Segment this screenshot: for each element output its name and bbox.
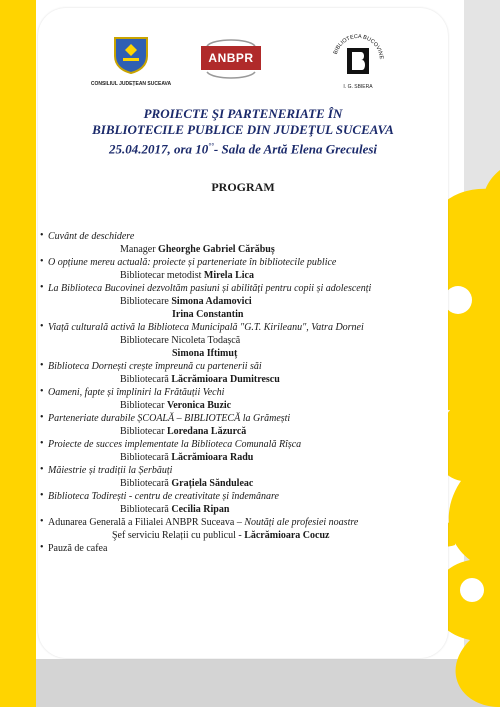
program-item-speaker: Bibliotecar Loredana Lăzurcă	[120, 426, 247, 437]
bullet-icon: •	[40, 464, 44, 475]
anbpr-logo-text: ANBPR	[201, 46, 261, 70]
bullet-icon: •	[40, 516, 44, 527]
library-logo-caption: I. G. SBIERA	[343, 84, 373, 90]
program-item-speaker-extra: Irina Constantin	[172, 309, 244, 320]
program-item	[40, 360, 280, 386]
program-item-topic: Adunarea Generală a Filialei ANBPR Suceava – Noutăți ale profesiei noastre	[48, 517, 359, 528]
library-logo	[328, 32, 388, 92]
program-heading: PROGRAM	[211, 180, 275, 194]
logo-row	[38, 32, 448, 92]
program-item-speaker: Şef serviciu Relații cu publicul - Lăcrămioara Cocuz	[112, 530, 330, 541]
program-item-speaker: Bibliotecare Simona Adamovici	[120, 296, 252, 307]
program-item-topic: Cuvânt de deschidere	[48, 231, 135, 242]
bullet-icon: •	[40, 438, 44, 449]
anbpr-logo	[201, 34, 261, 84]
program-item-speaker: Bibliotecară Lăcrămioara Dumitrescu	[120, 374, 280, 385]
program-item-topic: O opțiune mereu actuală: proiecte și parteneriate în bibliotecile publice	[48, 257, 337, 268]
title-line-2: BIBLIOTECILE PUBLICE DIN JUDEŢUL SUCEAVA	[92, 122, 394, 137]
program-item	[40, 412, 290, 438]
program-item	[40, 256, 336, 282]
program-item	[40, 386, 231, 412]
program-item	[40, 464, 253, 490]
program-item	[40, 438, 301, 464]
program-item-topic: Pauză de cafea	[48, 543, 108, 554]
program-item	[40, 282, 371, 321]
program-item-speaker-extra: Simona Iftimuț	[172, 348, 238, 359]
bullet-icon: •	[40, 321, 44, 332]
bullet-icon: •	[40, 256, 44, 267]
program-item	[40, 542, 107, 555]
program-item	[40, 490, 279, 516]
bullet-icon: •	[40, 386, 44, 397]
program-item-topic: La Biblioteca Bucovinei dezvoltăm pasiuni și abilități pentru copii și adolescenți	[48, 283, 372, 294]
program-item-speaker: Bibliotecară Cecilia Ripan	[120, 504, 230, 515]
program-card	[38, 8, 448, 658]
program-item	[40, 230, 275, 256]
bullet-icon: •	[40, 360, 44, 371]
bullet-icon: •	[40, 282, 44, 293]
program-item-speaker: Bibliotecară Grațiela Sănduleac	[120, 478, 254, 489]
county-coat-of-arms-icon	[113, 36, 149, 74]
program-item-topic: Oameni, fapte și împliniri la Frătăuții Vechi	[48, 387, 225, 398]
bullet-icon: •	[40, 490, 44, 501]
program-item-speaker: Manager Gheorghe Gabriel Cărăbuș	[120, 244, 275, 255]
county-council-logo	[86, 36, 176, 87]
county-logo-caption: CONSILIUL JUDEȚEAN SUCEAVA	[90, 81, 172, 87]
program-item-speaker: Bibliotecar metodist Mirela Lica	[120, 270, 254, 281]
bullet-icon: •	[40, 412, 44, 423]
program-item-topic: Măiestrie și tradiții la Șerbăuți	[48, 465, 173, 476]
program-item-topic: Biblioteca Todirești - centru de creativitate și îndemânare	[48, 491, 279, 502]
program-item-topic: Viață culturală activă la Biblioteca Municipală "G.T. Kirileanu", Vatra Dornei	[48, 322, 364, 333]
program-item	[40, 516, 358, 542]
program-item-topic: Proiecte de succes implementate la Biblioteca Comunală Rîșca	[48, 439, 302, 450]
bullet-icon: •	[40, 542, 44, 553]
bullet-icon: •	[40, 230, 44, 241]
program-item-topic: Parteneriate durabile ȘCOALĂ – BIBLIOTECĂ la Grămești	[48, 413, 291, 424]
library-ring-text: BIBLIOTECA BUCOVINE	[332, 33, 385, 60]
library-emblem-icon	[328, 32, 388, 84]
program-item-speaker: Bibliotecar Veronica Buzic	[120, 400, 232, 411]
program-item	[40, 321, 364, 360]
program-item-topic: Biblioteca Dornești crește împreună cu partenerii săi	[48, 361, 262, 372]
title-line-1: PROIECTE ŞI PARTENERIATE ÎN	[143, 106, 343, 121]
left-yellow-stripe	[0, 0, 36, 707]
program-item-speaker: Bibliotecară Lăcrămioara Radu	[120, 452, 254, 463]
document-title	[38, 106, 448, 157]
title-date-line: 25.04.2017, ora 10°°- Sala de Artă Elena Greculesi	[108, 141, 378, 157]
program-item-speaker: Bibliotecare Nicoleta Todașcă	[120, 335, 241, 346]
